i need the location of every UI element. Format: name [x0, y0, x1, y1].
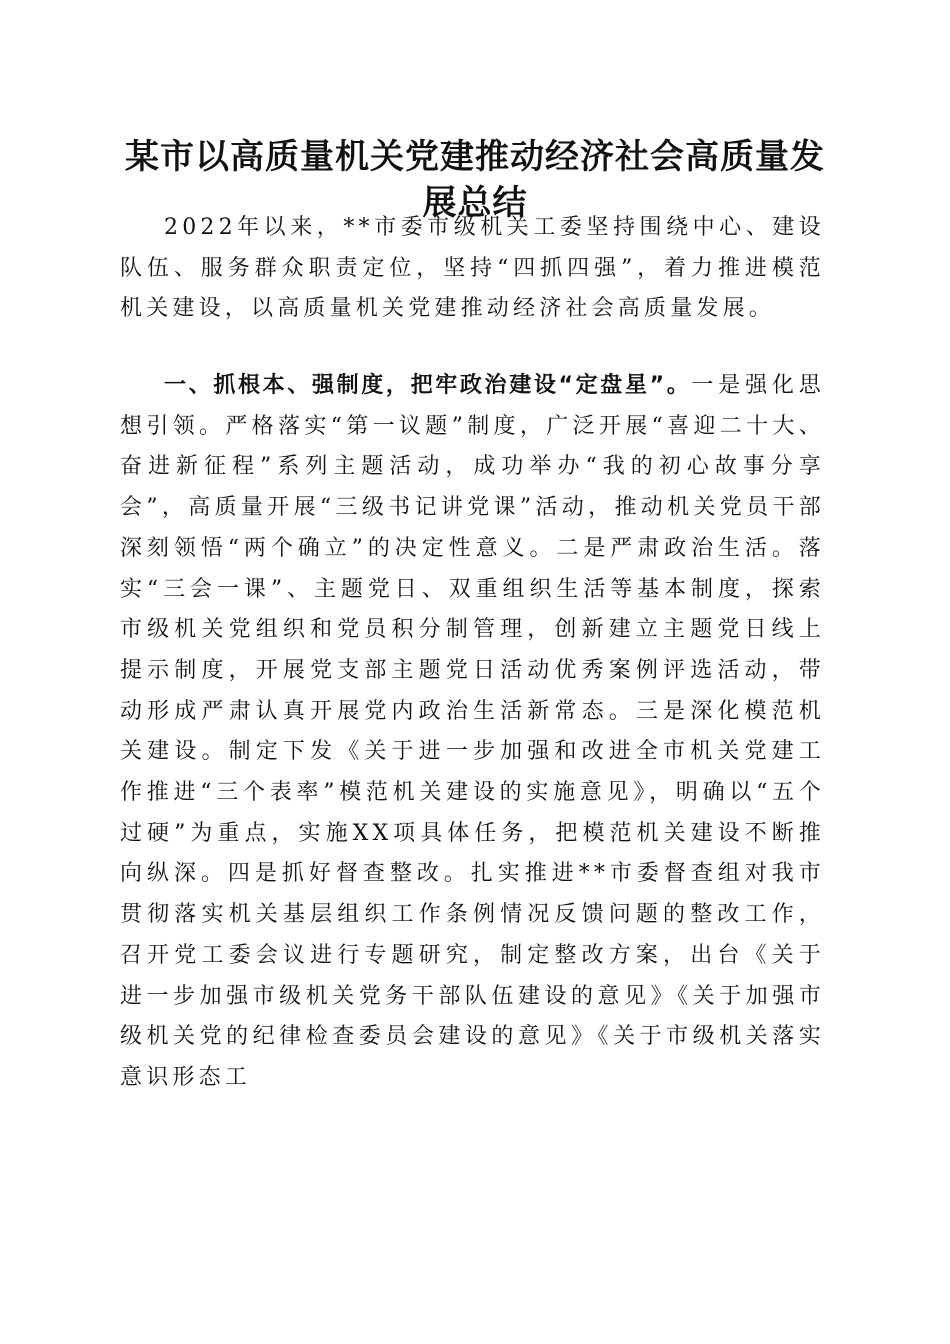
section-one-body: 一是强化思想引领。严格落实“第一议题”制度，广泛开展“喜迎二十大、奋进新征程”系列主题活动，成功举办“我的初心故事分享会”，高质量开展“三级书记讲党课”活动，推动机关党员干部深刻领悟“两个确立”的决定性意义。二是严肃政治生活。落实“三会一课”、主题党日、双重组织生活等基本制度，探索市级机关党组织和党员积分制管理，创新建立主题党日线上提示制度，开展党支部主题党日活动优秀案例评选活动，带动形成严肃认真开展党内政治生活新常态。三是深化模范机关建设。制定下发《关于进一步加强和改进全市机关党建工作推进“三个表率”模范机关建设的实施意见》，明确以“五个过硬”为重点，实施XX项具体任务，把模范机关建设不断推向纵深。四是抓好督查整改。扎实推进**市委督查组对我市贯彻落实机关基层组织工作条例情况反馈问题的整改工作，召开党工委会议进行专题研究，制定整改方案，出台《关于进一步加强市级机关党务干部队伍建设的意见》《关于加强市级机关党的纪律检查委员会建设的意见》《关于市级机关落实意识形态工 [120, 373, 825, 1090]
document-title: 某市以高质量机关党建推动经济社会高质量发展总结 [125, 137, 825, 223]
intro-paragraph: 2022年以来，**市委市级机关工委坚持围绕中心、建设队伍、服务群众职责定位，坚持“四抓四强”，着力推进模范机关建设，以高质量机关党建推动经济社会高质量发展。 [120, 215, 825, 322]
section-one-paragraph [120, 366, 825, 1099]
section-one-heading: 一、抓根本、强制度，把牢政治建设“定盘星”。 [164, 373, 692, 398]
